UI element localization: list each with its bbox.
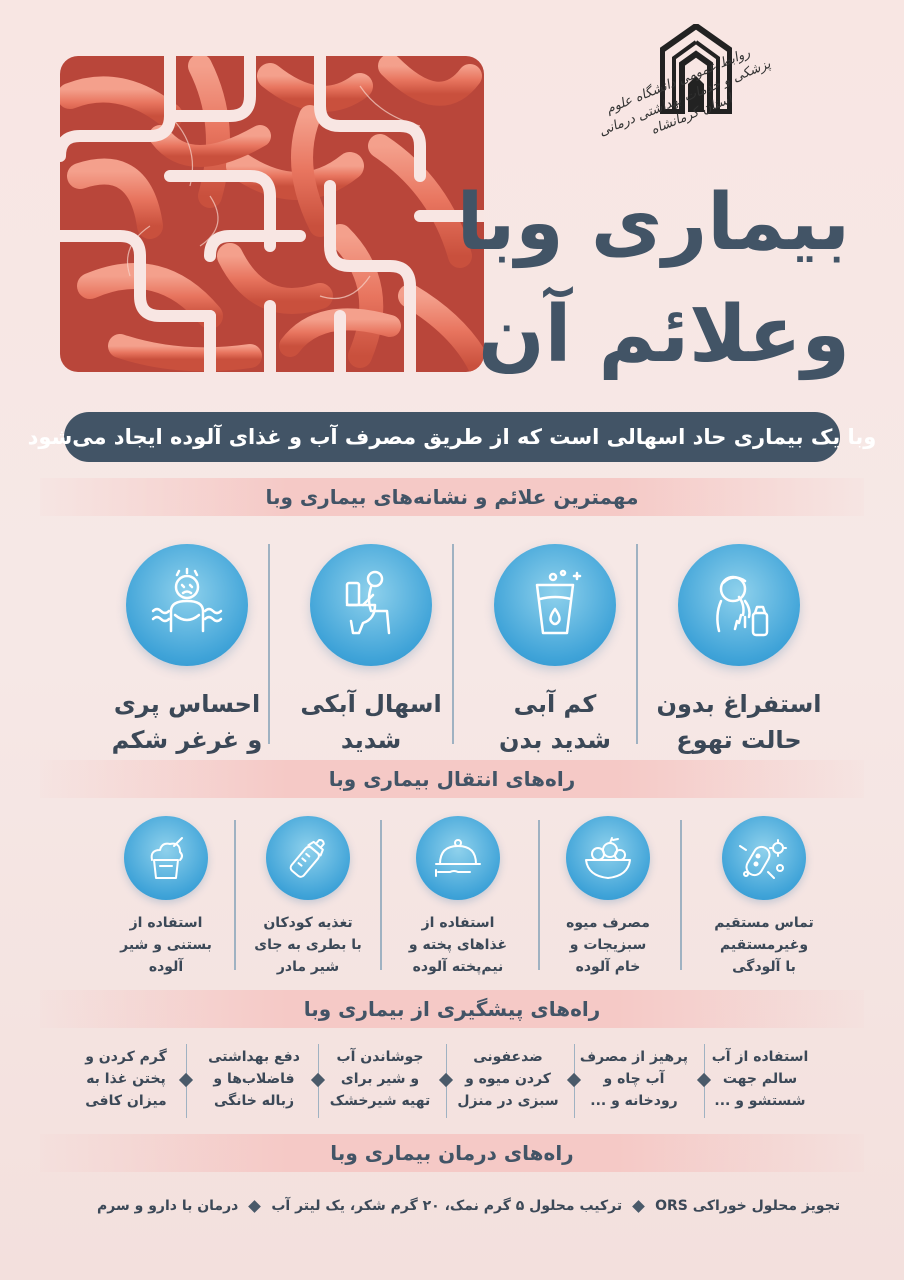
transmission-label-line: وغیرمستقیم: [719, 937, 809, 953]
symptom-label-line1: استفراغ بدون: [656, 690, 822, 718]
treatment-item: تجویز محلول خوراکی ORS: [655, 1198, 840, 1214]
prevention-line: دفع بهداشتی: [208, 1049, 300, 1065]
bacteria-image: [60, 56, 484, 372]
symptom-label-line2: شدید بدن: [498, 726, 612, 754]
symptoms-heading: مهمترین علائم و نشانه‌های بیماری وبا: [40, 478, 864, 516]
prevention-line: پرهیز از مصرف: [579, 1049, 689, 1065]
symptom-label-line1: اسهال آبکی: [300, 690, 442, 718]
symptom-label-line2: شدید: [340, 726, 402, 754]
symptom-label-line2: و غرغر شکم: [111, 726, 263, 754]
prevention-item: [66, 1046, 186, 1112]
bullet-diamond-icon: [248, 1200, 261, 1213]
prevention-line: میزان کافی: [85, 1093, 167, 1109]
page-title: بیماری وبا: [456, 178, 850, 268]
treatment-item: ترکیب محلول ۵ گرم نمک، ۲۰ گرم شکر، یک لیتر آب: [271, 1198, 623, 1214]
divider: [380, 820, 382, 970]
transmission-label-line: استفاده از: [421, 915, 495, 931]
symptom-label-line1: احساس پری: [113, 690, 261, 718]
prevention-line: سبزی در منزل: [457, 1093, 559, 1109]
prevention-line: زباله خانگی: [213, 1093, 295, 1109]
prevention-item: [574, 1046, 694, 1112]
food-cloche-icon: [416, 816, 500, 900]
prevention-line: سالم جهت: [722, 1071, 798, 1087]
ice-cream-icon: [124, 816, 208, 900]
transmission-label-line: با بطری به جای: [254, 937, 362, 953]
prevention-line: تهیه شیرخشک: [329, 1093, 431, 1109]
prevention-line: گرم کردن و: [85, 1049, 167, 1065]
transmission-label-line: سبزیجات و: [569, 937, 647, 953]
transmission-label-line: استفاده از: [129, 915, 203, 931]
symptom-vomiting: [648, 544, 830, 758]
prevention-line: کردن میوه و: [465, 1071, 551, 1087]
symptom-dehydration: [464, 544, 646, 758]
prevention-item: [320, 1046, 440, 1112]
transmission-cooked-food: [388, 816, 528, 978]
prevention-line: فاضلاب‌ها و: [213, 1071, 295, 1087]
transmission-label-line: تماس مستقیم: [714, 915, 814, 931]
logo-calligraphy-text: روابط عمومی دانشگاه علوم پزشکی و خدمات بهداشتی درمانی استان کرمانشاه: [596, 45, 773, 140]
prevention-item: [448, 1046, 568, 1112]
transmission-label-line: نیم‌پخته آلوده: [412, 959, 504, 975]
stomach-ache-person-icon: [126, 544, 248, 666]
page-title-line2: وعلائم آن: [478, 290, 850, 380]
transmission-label-line: غذاهای پخته و: [408, 937, 508, 953]
vomiting-person-icon: [678, 544, 800, 666]
prevention-line: آب چاه و: [603, 1071, 665, 1087]
treatment-list: [60, 1194, 840, 1218]
transmission-label-line: مصرف میوه: [566, 915, 650, 931]
toilet-person-icon: [310, 544, 432, 666]
transmission-label-line: آلوده: [148, 959, 184, 975]
transmission-label-line: بستنی و شیر: [120, 937, 212, 953]
transmission-contact: [694, 816, 834, 978]
symptom-diarrhea: [280, 544, 462, 758]
prevention-line: استفاده از آب: [711, 1049, 809, 1065]
water-glass-icon: [494, 544, 616, 666]
bacteria-icon: [722, 816, 806, 900]
divider: [680, 820, 682, 970]
prevention-item: [194, 1046, 314, 1112]
transmission-label-line: با آلودگی: [732, 959, 796, 975]
fruit-bowl-icon: [566, 816, 650, 900]
symptom-bloating: [96, 544, 278, 758]
bullet-diamond-icon: [632, 1200, 645, 1213]
transmission-raw-produce: [538, 816, 678, 978]
treatment-item: درمان با دارو و سرم: [97, 1198, 239, 1214]
transmission-label-line: خام آلوده: [575, 959, 641, 975]
prevention-heading: راه‌های پیشگیری از بیماری وبا: [40, 990, 864, 1028]
prevention-line: جوشاندن آب: [336, 1049, 424, 1065]
transmission-bottle-feeding: [238, 816, 378, 978]
prevention-line: پختن غذا به: [86, 1071, 166, 1087]
prevention-line: ضدعفونی: [473, 1049, 543, 1065]
transmission-label-line: شیر مادر: [276, 959, 340, 975]
prevention-line: رودخانه و ...: [590, 1093, 678, 1109]
intro-banner: وبا یک بیماری حاد اسهالی است که از طریق مصرف آب و غذای آلوده ایجاد می‌شود: [64, 412, 840, 462]
treatment-heading: راه‌های درمان بیماری وبا: [40, 1134, 864, 1172]
baby-bottle-icon: [266, 816, 350, 900]
symptom-label-line2: حالت تهوع: [676, 726, 802, 754]
prevention-line: شستشو و ...: [714, 1093, 806, 1109]
prevention-line: و شیر برای: [340, 1071, 420, 1087]
prevention-item: [700, 1046, 820, 1112]
transmission-label-line: تغذیه کودکان: [263, 915, 353, 931]
transmission-heading: راه‌های انتقال بیماری وبا: [40, 760, 864, 798]
symptom-label-line1: کم آبی: [513, 690, 597, 718]
transmission-ice-cream: [96, 816, 236, 978]
